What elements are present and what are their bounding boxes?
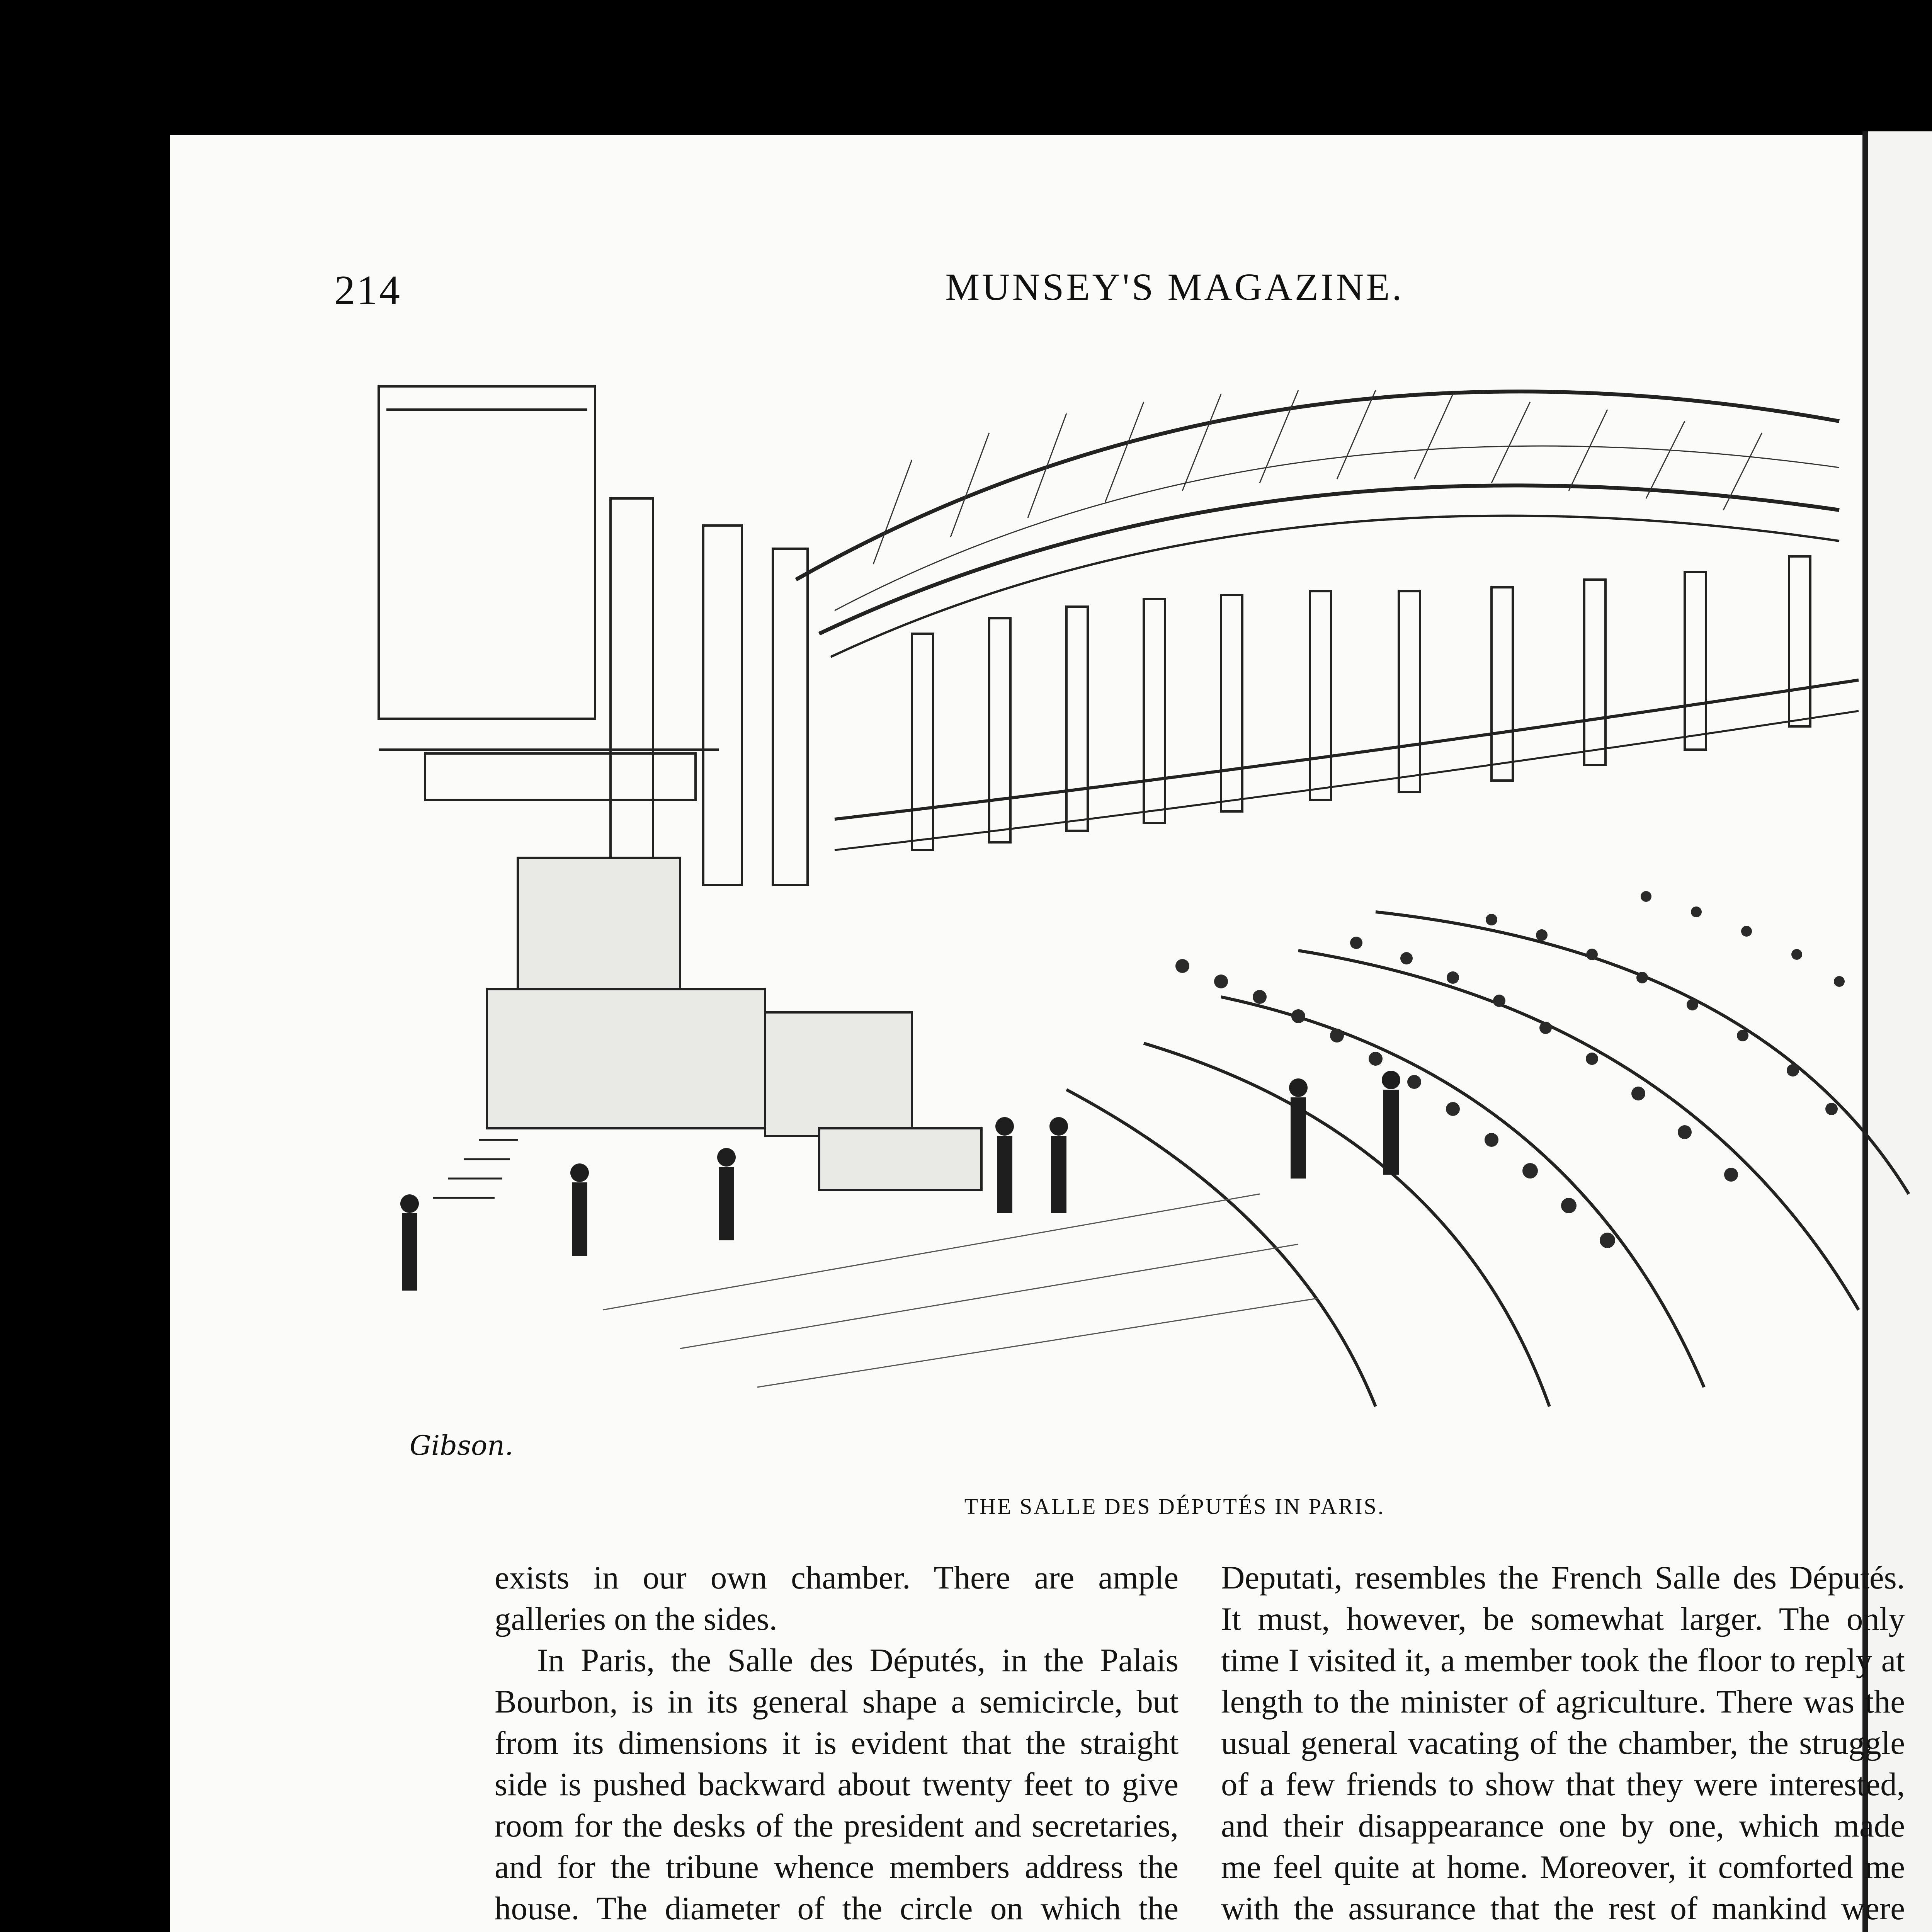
right-column	[1221, 1557, 1905, 1932]
left-column	[495, 1557, 1179, 1932]
paragraph: Deputati, resembles the French Salle des Députés. It must, however, be somewhat larger. The only time I visited it, a member took the floor to reply at length to the minister of agriculture. There was the usual general vacating of the chamber, the struggle of a few friends to show that they were interested, and their disappearance one by one, which made me feel quite at home. Moreover, it comforted me with the assurance that the rest of mankind were	[1221, 1560, 1905, 1927]
illustration-caption: THE SALLE DES DÉPUTÉS IN PARIS.	[964, 1494, 1385, 1519]
artist-signature: Gibson.	[410, 1430, 514, 1461]
paragraph: In Paris, the Salle des Députés, in the Palais Bourbon, is in its general shape a semicircle, but from its dimensions it is evident that the straight side is pushed backward about twenty feet to give room for the desks of the president and secretaries, and for the tribune whence members address the house. The diameter of the circle on which the	[495, 1642, 1179, 1927]
tapestry-panel	[379, 386, 595, 719]
chamber-illustration	[332, 363, 1932, 1430]
page-number: 214	[334, 267, 401, 313]
magazine-page	[170, 135, 1905, 1932]
running-title: MUNSEY'S MAGAZINE.	[945, 265, 1404, 308]
paragraph: exists in our own chamber. There are ample galleries on the sides.	[495, 1560, 1179, 1637]
